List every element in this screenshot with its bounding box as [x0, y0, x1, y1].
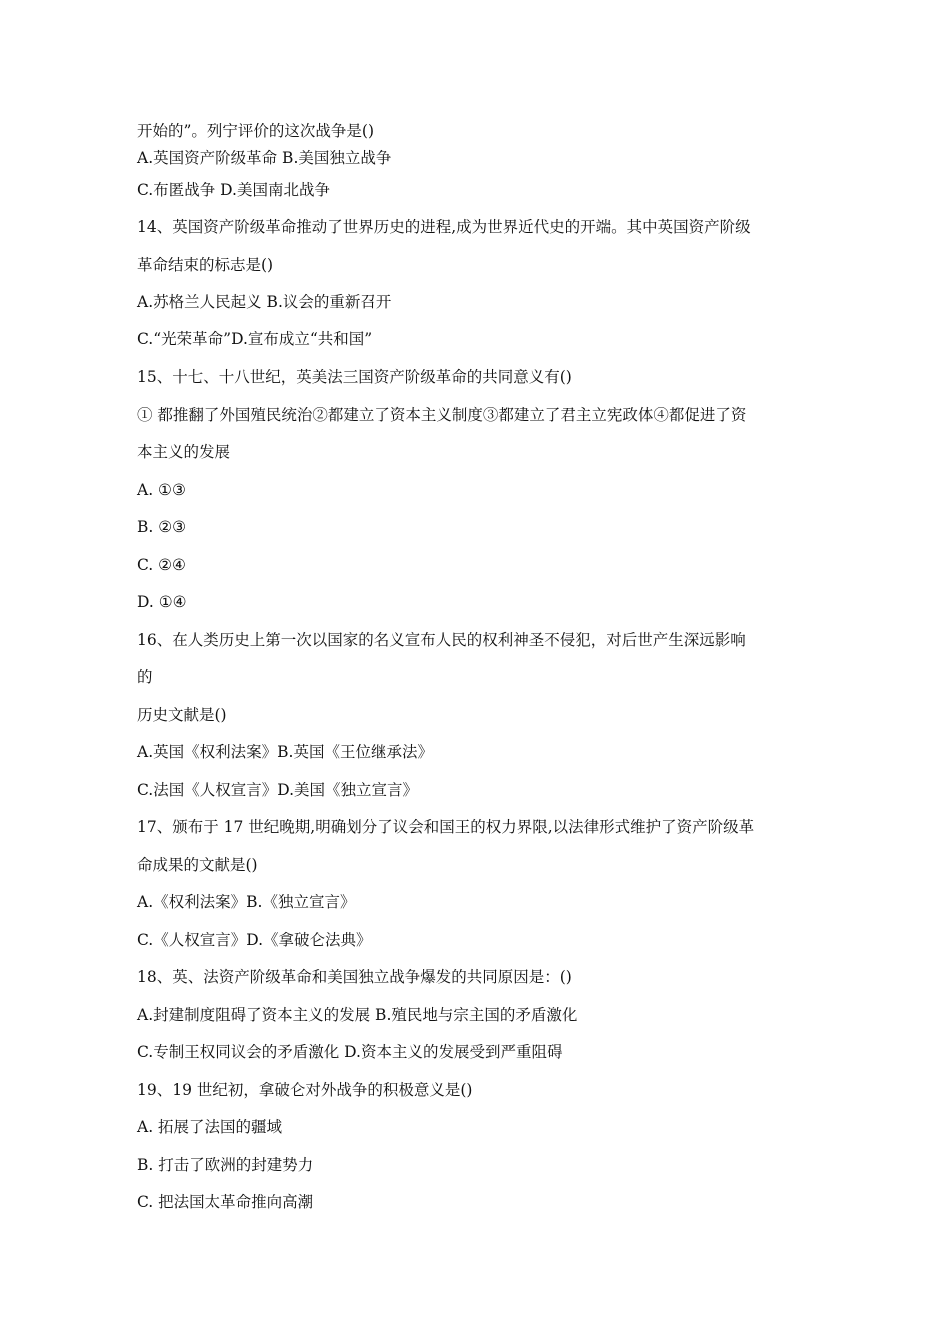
text-line: 18、英、法资产阶级革命和美国独立战争爆发的共同原因是：()	[137, 968, 572, 986]
text-line: 14、英国资产阶级革命推动了世界历史的进程,成为世界近代史的开端。其中英国资产阶级	[137, 218, 751, 236]
text-line: C.《人权宣言》D.《拿破仑法典》	[137, 931, 372, 949]
text-line: C.布匿战争 D.美国南北战争	[137, 181, 330, 199]
text-line: B. 打击了欧洲的封建势力	[137, 1156, 314, 1174]
text-line: 15、十七、十八世纪，英美法三国资产阶级革命的共同意义有()	[137, 368, 572, 386]
text-line: A.英国资产阶级革命 B.美国独立战争	[137, 149, 392, 167]
text-line: A.苏格兰人民起义 B.议会的重新召开	[137, 293, 392, 311]
text-line: C. ②④	[137, 556, 186, 574]
text-line: 本主义的发展	[137, 443, 231, 461]
text-line: A. 拓展了法国的疆域	[137, 1118, 283, 1136]
text-line: 19、19 世纪初，拿破仑对外战争的积极意义是()	[137, 1081, 473, 1099]
text-line: A.英国《权利法案》B.英国《王位继承法》	[137, 743, 433, 761]
text-line: D. ①④	[137, 593, 187, 611]
text-line: A. ①③	[137, 481, 186, 499]
text-line: C.法国《人权宣言》D.美国《独立宣言》	[137, 781, 419, 799]
text-line: 16、在人类历史上第一次以国家的名义宣布人民的权利神圣不侵犯，对后世产生深远影响	[137, 631, 746, 649]
text-line: C. 把法国太革命推向高潮	[137, 1193, 314, 1211]
text-line: B. ②③	[137, 518, 187, 536]
text-line: 的	[137, 668, 153, 686]
text-line: 革命结束的标志是()	[137, 256, 274, 274]
text-line: C.“光荣革命”D.宣布成立“共和国”	[137, 330, 373, 348]
text-line: A.封建制度阻碍了资本主义的发展 B.殖民地与宗主国的矛盾激化	[137, 1006, 578, 1024]
text-line: 历史文献是()	[137, 706, 227, 724]
text-line: 开始的”。列宁评价的这次战争是()	[137, 122, 375, 140]
text-line: C.专制王权同议会的矛盾激化 D.资本主义的发展受到严重阻碍	[137, 1043, 563, 1061]
text-line: ① 都推翻了外国殖民统治②都建立了资本主义制度③都建立了君主立宪政体④都促进了资	[137, 406, 747, 424]
text-line: 17、颁布于 17 世纪晚期,明确划分了议会和国王的权力界限,以法律形式维护了资产阶级革	[137, 818, 755, 836]
text-line: 命成果的文献是()	[137, 856, 258, 874]
text-line: A.《权利法案》B.《独立宣言》	[137, 893, 356, 911]
